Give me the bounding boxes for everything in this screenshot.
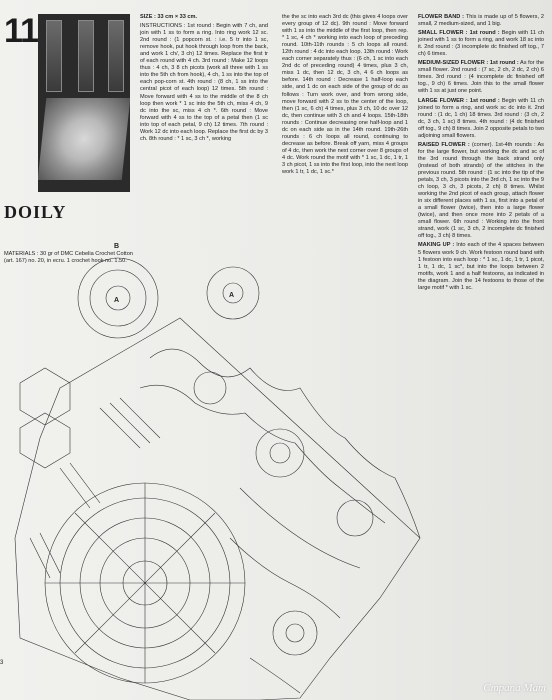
watermark-text: Cmpana Mam bbox=[483, 682, 546, 694]
page-title: DOILY bbox=[4, 202, 67, 222]
section-text: As for the small flower. 2nd round : (7 sc, 2 ch, 2 dc, 2 ch) 6 times. 3rd round : (4 incomplete dc finished off tog., 9 ch) 6 times. Join this to the small flower with 1 ss at just one point. bbox=[418, 60, 544, 95]
section-head: FLOWER BAND : bbox=[418, 14, 465, 20]
section-head: SMALL FLOWER : 1st round : bbox=[418, 30, 500, 37]
section-head: LARGE FLOWER : 1st round : bbox=[418, 97, 500, 104]
section bbox=[418, 14, 544, 28]
section-text: (corner). 1st-4th rounds : As for the large flower, but working the dc and sc of the 3rd round through the back strand only (instead of both strands) of the stitches in the previous round. 5th round : (1 sc into the tip of the petals, 3 ch, 3 picots into the 3rd ch, 1 sc into the 9 ch loop, 3 ch, 3 picots, 2 ch) 8 times. Whilst working the 2nd picot of each group, attach flower in six different places with 1 ss, first into a petal of a small flower (twice), then into a large flower (twice), and then once more into 2 petals of a small flower. 6th round : Working into the front strand, work (1 sc, 3 ch, 2 incomplete dc finished off tog., 3 ch) 8 times. bbox=[418, 141, 544, 240]
section bbox=[418, 60, 544, 95]
section-text: Begin with 11 ch joined to form a ring, and work sc dc into it. 2nd round : (1 dc, 1 ch) 18 times. 3rd round : (3 ch, 2 dc, 3 ch, 1 sc) 8 times. 4th round : (4 dc finished off tog., 9 ch) 8 times. Join 2 opposite petals to two adjoining small flowers. bbox=[418, 97, 544, 139]
glass-shape bbox=[78, 20, 94, 92]
section-head: MEDIUM-SIZED FLOWER : 1st round : bbox=[418, 60, 519, 67]
section-head: RAISED FLOWER : bbox=[418, 141, 470, 148]
section bbox=[418, 30, 544, 58]
instructions-column-1 bbox=[140, 14, 268, 145]
doily-photo bbox=[38, 14, 130, 192]
section bbox=[418, 142, 544, 241]
glass-shape bbox=[46, 20, 62, 92]
materials-text: MATERIALS : 30 gr of DMC Cebelia Crochet Cotton (art. 167) no. 20, in ecru. 1 crochet hook no. 1.50. bbox=[4, 251, 133, 264]
crochet-diagram bbox=[0, 238, 450, 700]
section-text: This is made up of 5 flowers, 2 small, 2 medium-sized, and 1 big. bbox=[418, 14, 544, 28]
page-edge-mark: 3 bbox=[0, 660, 4, 666]
section-text: Into each of the 4 spaces between 5 flowers work 9 ch. Work festoon round band with 1 festoon into each loop : * 1 sc, 1 dc, 1 tr, 1 picot, 1 tr, 1 dc, 1 sc*, but into the loops between 2 motifs, work 1 and a half festoons, as indicated in the diagram. Join the 14 festoons to those of the large motif * with 1 sc. bbox=[418, 242, 545, 291]
instructions-text: INSTRUCTIONS : 1st round : Begin with 7 ch, and join with 1 ss to form a ring. Into ring work 12 sc. 2nd round : (1 popcorn st. : i.e. 5 tr into 1 sc, remove hook, put hook through loop from the back, and work 1 ch/, 3 ch) 12 times. Replace the first tr of each round with 4 ch. 3rd round : Make 12 loops thus : 4 ch, 3 8 ch picots (work all three with 1 ss into the 5th ch from hook), 4 ch, 1 ss into the top of each pop-corn st. 4th round : (8 ch, 1 ss into the central picot of each loop) 12 times. 5th round : Move forward with 4 ss to the middle of the 8 ch loop then work * 1 sc into the 5th ch, miss 4 ch, 9 dc into the sc, miss 4 ch *. 6th round : Move forward with 4 ss to the top of a petal then (1 sc into top of each petal, 9 ch) 12 times. 7th round : Work 12 dc into each loop. Replace the first dc by 3 ch. 8th round : * 1 sc, 3 ch *, working bbox=[140, 23, 268, 142]
instructions-column-2 bbox=[282, 14, 408, 178]
doily-image bbox=[38, 98, 130, 180]
section-text: Begin with 11 ch joined with 1 ss to form a ring, and work 18 sc into it. 2nd round : (3 incomplete dc finished off tog., 7 ch) 6 times. bbox=[418, 30, 544, 58]
diagram-label-a: A bbox=[114, 297, 120, 304]
instructions-text: the the sc into each 3rd dc (this gives 4 loops over every group of 12 dc). 9th round : Move forward with 1 ss into the middle of the first loop, then rep. * 1 sc, 4 ch * working into each loop of preceding round. 10th-11th rounds : 5 ch loops all round. 12th round : 4 dc into each loop. 13th round : Work each corner separately thus : (6 ch, 1 sc into each 2nd dc of preceding round) 4 times, plus 3 ch, miss 1 dc, then 12 dc, 3 ch, 4 6 ch loops as before. 14th round : Decrease 1 half-loop each side, and 1 dc on each side of the group of dc as follows : Turn work over, and from wrong side, move forward with 2 ss to the center of the loop, then (1 sc, 6 ch) 4 times, plus 3 ch, 10 dc over 12 dc, then continue with 3 ch and 4 loops. 15th-18th rounds : Continue decreasing one half-loop and 1 dc on each side as in the 14th round. 19th-26th rounds : 6 ch loops all round, continuing to decrease as before. Break off yarn, miss 4 groups of 4 dc, then work the next corner over 8 groups of 4 dc. Work round the motif with * 1 sc, 1 dc, 1 tr, 1 3 ch picot, 1 ss into the first loop, into the next loop work 1 tr, 1 dc, 1 sc.* bbox=[282, 14, 408, 176]
section-head: MAKING UP : bbox=[418, 242, 455, 249]
size-text: SIZE : 33 cm × 33 cm. bbox=[140, 14, 198, 20]
section bbox=[418, 98, 544, 140]
glass-shape bbox=[108, 20, 124, 92]
page-number: 11 bbox=[4, 12, 38, 50]
diagram-label-a: A bbox=[229, 292, 235, 299]
diagram-label-b: B bbox=[114, 243, 120, 250]
